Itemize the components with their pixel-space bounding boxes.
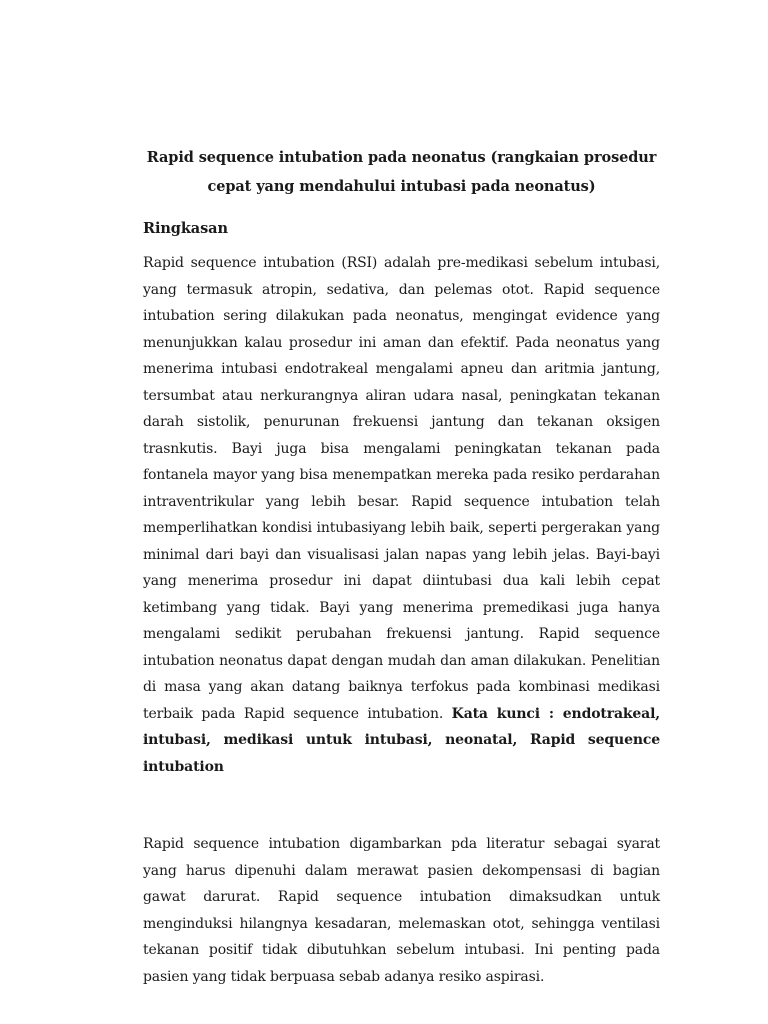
summary-paragraph <box>143 250 660 780</box>
document-content <box>143 143 660 990</box>
summary-text: Rapid sequence intubation (RSI) adalah pre-medikasi sebelum intubasi, yang termasuk atropin, sedativa, dan pelemas otot. Rapid sequence intubation sering dilakukan pada neonatus, mengingat evidence yang menunjukkan kalau prosedur ini aman dan efektif. Pada neonatus yang menerima intubasi endotrakeal mengalami apneu dan aritmia jantung, tersumbat atau nerkurangnya aliran udara nasal, peningkatan tekanan darah sistolik, penurunan frekuensi jantung dan tekanan oksigen trasnkutis. Bayi juga bisa mengalami peningkatan tekanan pada fontanela mayor yang bisa menempatkan mereka pada resiko perdarahan intraventrikular yang lebih besar. Rapid sequence intubation telah memperlihatkan kondisi intubasiyang lebih baik, seperti pergerakan yang minimal dari bayi dan visualisasi jalan napas yang lebih jelas. Bayi-bayi yang menerima prosedur ini dapat diintubasi dua kali lebih cepat ketimbang yang tidak. Bayi yang menerima premedikasi juga hanya mengalami sedikit perubahan frekuensi jantung. Rapid sequence intubation neonatus dapat dengan mudah dan aman dilakukan. Penelitian di masa yang akan datang baiknya terfokus pada kombinasi medikasi terbaik pada Rapid sequence intubation. <box>143 255 660 722</box>
document-title: Rapid sequence intubation pada neonatus (rangkaian prosedur cepat yang mendahului intubasi pada neonatus) <box>146 149 657 195</box>
summary-heading: Ringkasan <box>143 220 228 237</box>
body-paragraph: Rapid sequence intubation digambarkan pda literatur sebagai syarat yang harus dipenuhi dalam merawat pasien dekompensasi di bagian gawat darurat. Rapid sequence intubation dimaksudkan untuk menginduksi hilangnya kesadaran, melemaskan otot, sehingga ventilasi tekanan positif tidak dibutuhkan sebelum intubasi. Ini penting pada pasien yang tidak berpuasa sebab adanya resiko aspirasi. <box>143 836 660 985</box>
keywords-text: Kata kunci : endotrakeal, intubasi, medikasi untuk intubasi, neonatal, Rapid sequence intubation <box>143 705 660 775</box>
